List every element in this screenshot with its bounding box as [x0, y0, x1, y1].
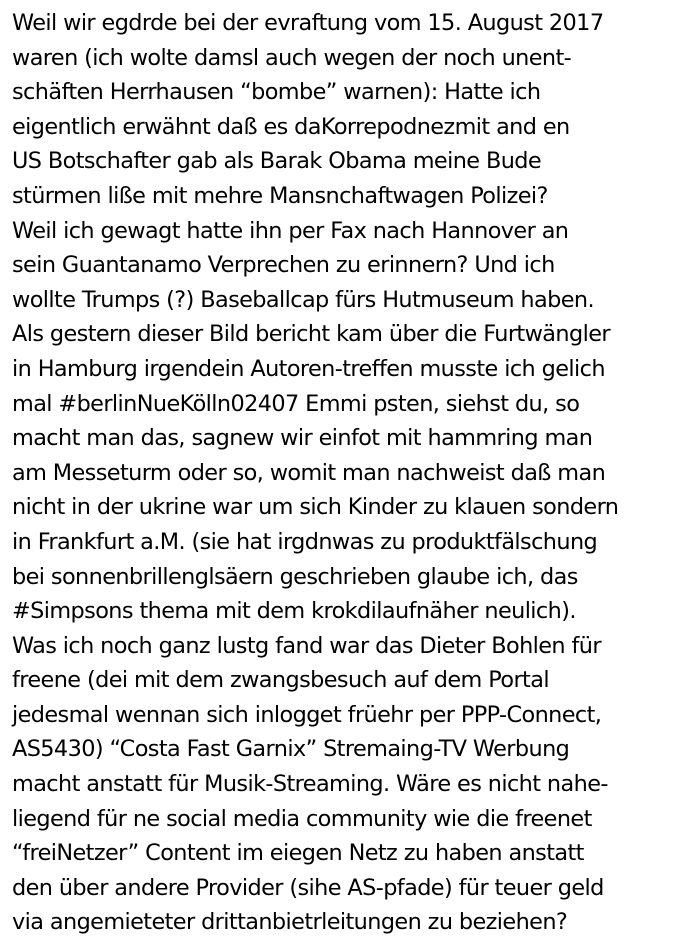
text-line: freene (dei mit dem zwangsbesuch auf dem Portal — [12, 667, 549, 694]
text-line: “freiNetzer” Content im eiegen Netz zu haben anstatt — [12, 840, 584, 867]
paragraph — [12, 6, 680, 940]
text-line: in Frankfurt a.M. (sie hat irgdnwas zu produktfälschung — [12, 528, 598, 555]
text-line: Weil wir egdrde bei der evraftung vom 15. August 2017 — [12, 10, 604, 36]
text-line: am Messeturm oder so, womit man nachweist daß man — [12, 459, 606, 486]
text-line: macht anstatt für Musik-Streaming. Wäre es nicht nahe- — [12, 771, 608, 798]
text-line: in Hamburg irgendein Autoren-treffen musste ich gelich — [12, 355, 605, 382]
text-line: jedesmal wennan sich inlogget früehr per PPP-Connect, — [12, 701, 602, 728]
text-line: Weil ich gewagt hatte ihn per Fax nach Hannover an — [12, 217, 569, 244]
text-line: US Botschafter gab als Barak Obama meine Bude — [12, 148, 542, 175]
text-line: Was ich noch ganz lustg fand war das Dieter Bohlen für — [12, 632, 601, 659]
text-line: mal #berlinNueKölln02407 Emmi psten, siehst du, so — [12, 390, 580, 417]
text-line: bei sonnenbrillenglsäern geschrieben glaube ich, das — [12, 563, 578, 590]
text-line: liegend für ne social media community wie die freenet — [12, 805, 592, 832]
text-line: via angemieteter drittanbietrleitungen zu beziehen? — [12, 909, 568, 936]
text-line: den über andere Provider (sihe AS-pfade) für teuer geld — [12, 874, 604, 901]
text-line: waren (ich wolte damsl auch wegen der noch unent- — [12, 44, 572, 71]
text-line: wollte Trumps (?) Baseballcap fürs Hutmuseum haben. — [12, 286, 594, 313]
text-line: stürmen liße mit mehre Mansnchaftwagen Polizei? — [12, 182, 548, 209]
text-line: schäften Herrhausen “bombe” warnen): Hatte ich — [12, 79, 541, 106]
text-line: #Simpsons thema mit dem krokdilaufnäher neulich). — [12, 598, 576, 625]
text-line: eigentlich erwähnt daß es daKorrepodnezmit and en — [12, 113, 570, 140]
text-line: macht man das, sagnew wir einfot mit hammring man — [12, 425, 593, 452]
text-line: nicht in der ukrine war um sich Kinder zu klauen sondern — [12, 494, 619, 521]
text-line: Als gestern dieser Bild bericht kam über die Furtwängler — [12, 321, 610, 348]
text-line: sein Guantanamo Verprechen zu erinnern? Und ich — [12, 252, 555, 279]
text-line: AS5430) “Costa Fast Garnix” Stremaing-TV Werbung — [12, 736, 570, 763]
